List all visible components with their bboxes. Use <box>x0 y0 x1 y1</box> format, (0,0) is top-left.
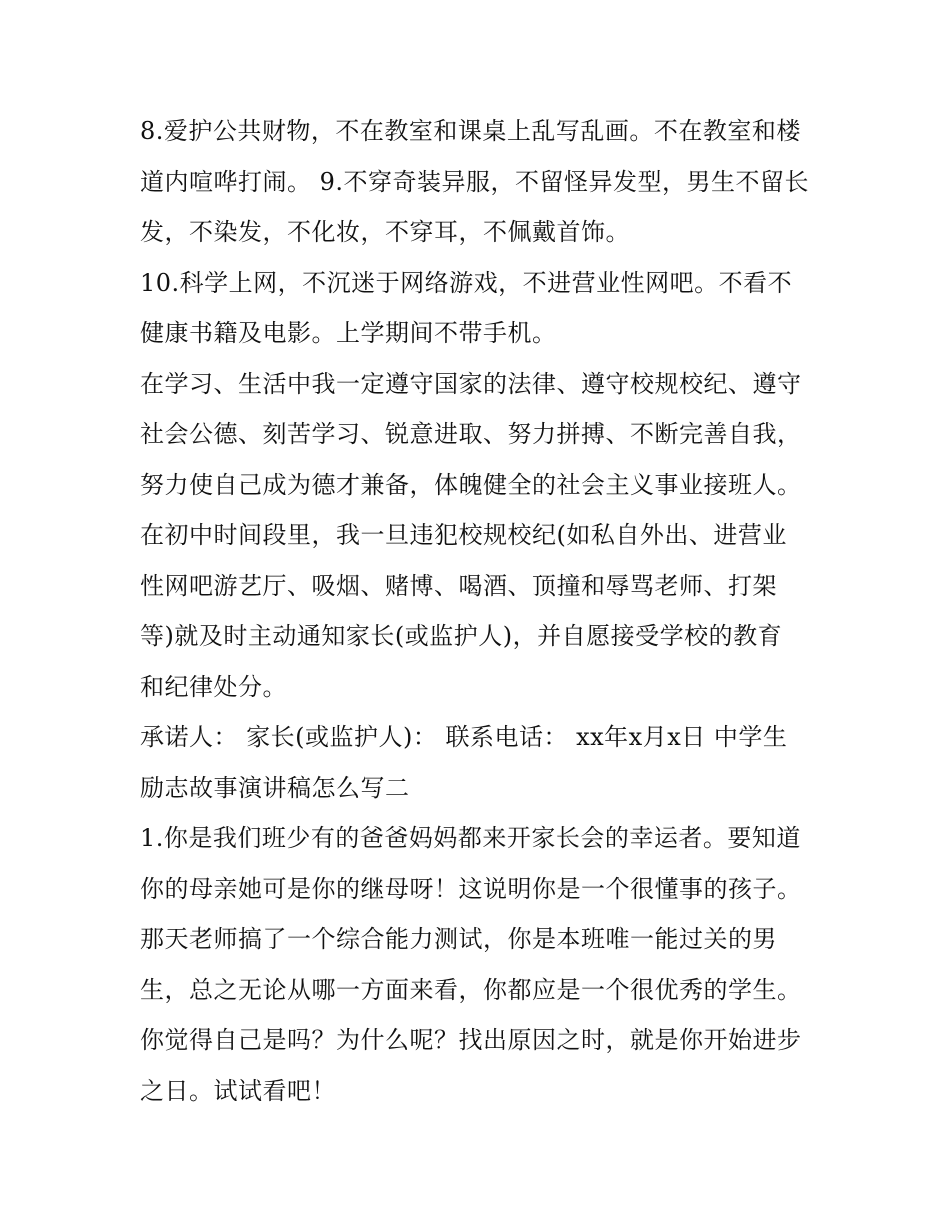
text-line: 社会公德、刻苦学习、锐意进取、努力拼搏、不断完善自我， <box>140 420 802 448</box>
text-line: 性网吧游艺厅、吸烟、赌博、喝酒、顶撞和辱骂老师、打架 <box>140 571 777 600</box>
text-line: 等)就及时主动通知家长(或监护人)，并自愿接受学校的教育 <box>140 622 783 650</box>
text-line: 10.科学上网，不沉迷于网络游戏，不进营业性网吧。不看不 <box>140 268 793 297</box>
text-line: 生，总之无论从哪一方面来看，你都应是一个很优秀的学生。 <box>140 975 802 1004</box>
text-line: 之日。试试看吧！ <box>140 1076 336 1105</box>
text-line: 发，不染发，不化妆，不穿耳，不佩戴首饰。 <box>140 218 630 246</box>
text-line: 那天老师搞了一个综合能力测试，你是本班唯一能过关的男 <box>140 925 777 953</box>
text-line: 你的母亲她可是你的继母呀！这说明你是一个很懂事的孩子。 <box>140 874 802 903</box>
text-line: 1.你是我们班少有的爸爸妈妈都来开家长会的幸运者。要知道 <box>140 824 801 852</box>
text-line: 在初中时间段里，我一旦违犯校规校纪(如私自外出、进营业 <box>140 521 787 549</box>
text-line: 和纪律处分。 <box>140 672 287 701</box>
text-line: 承诺人： 家长(或监护人)： 联系电话： xx年x月x日 中学生 <box>140 723 788 751</box>
text-line: 健康书籍及电影。上学期间不带手机。 <box>140 319 557 347</box>
text-line: 8.爱护公共财物，不在教室和课桌上乱写乱画。不在教室和楼 <box>140 117 801 145</box>
section-heading: 励志故事演讲稿怎么写二 <box>140 773 410 802</box>
text-line: 在学习、生活中我一定遵守国家的法律、遵守校规校纪、遵守 <box>140 369 802 398</box>
text-line: 你觉得自己是吗？为什么呢？找出原因之时，就是你开始进步 <box>140 1026 802 1054</box>
text-line: 努力使自己成为德才兼备，体魄健全的社会主义事业接班人。 <box>140 470 802 499</box>
text-line: 道内喧哗打闹。 9.不穿奇装异服，不留怪异发型，男生不留长 <box>140 167 810 196</box>
document-body <box>140 106 820 1116</box>
